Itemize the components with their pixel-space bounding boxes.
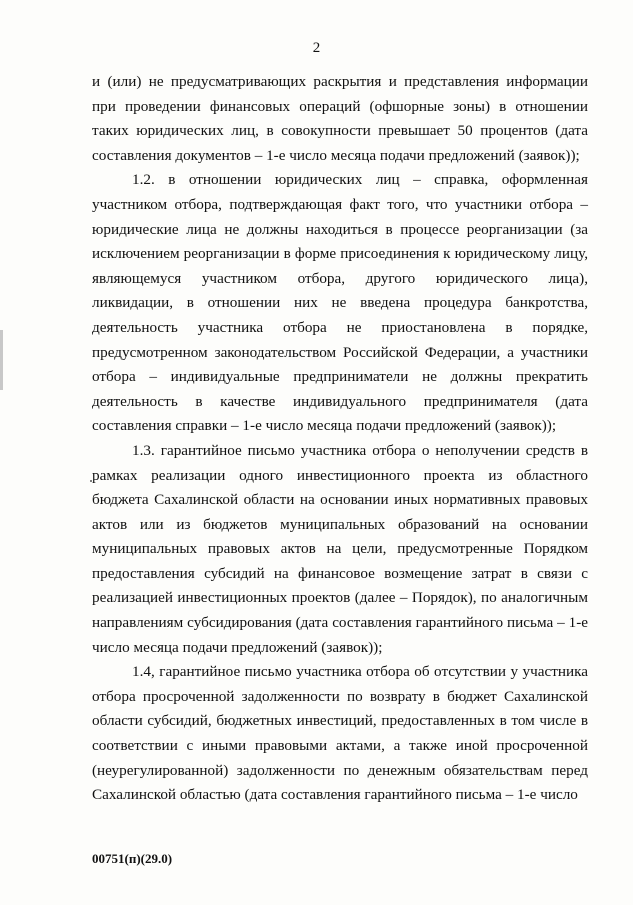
paragraph-continuation: и (или) не предусматривающих раскрытия и представления информации при проведении финансовых операций (офшорные зоны) в отношении таких юридических лиц, в совокупности превышает 50 процентов (дата составления документов – 1-е число месяца подачи предложений (заявок)); <box>92 73 588 164</box>
paragraph-1-3: 1.3. гарантийное письмо участника отбора о неполучении средств в рамках реализации одного инвестиционного проекта из областного бюджета Сахалинской области на основании иных нормативных правовых актов или из бюджетов муниципальных образований на основании муниципальных правовых актов на цели, предусмотренные Порядком предоставления субсидий на финансовое возмещение затрат в связи с реализацией инвестиционных проектов (далее – Порядок), по аналогичным направлениям субсидирования (дата составления гарантийного письма – 1-е число месяца подачи предложений (заявок)); <box>92 441 588 656</box>
scan-artifact <box>0 330 3 390</box>
document-body <box>92 70 588 808</box>
document-footer-code: 00751(п)(29.0) <box>92 851 173 866</box>
paragraph-1-2: 1.2. в отношении юридических лиц – справка, оформленная участником отбора, подтверждающая факт того, что участники отбора – юридические лица не должны находиться в процессе реорганизации (за исключением реорганизации в форме присоединения к юридическому лицу, являющемуся участником отбора, другого юридического лица), ликвидации, в отношении них не введена процедура банкротства, деятельность участника отбора не приостановлена в порядке, предусмотренном законодательством Российской Федерации, а участники отбора – индивидуальные предприниматели не должны прекратить деятельность в качестве индивидуального предпринимателя (дата составления справки – 1-е число месяца подачи предложений (заявок)); <box>92 171 588 435</box>
paragraph-1-4: 1.4, гарантийное письмо участника отбора об отсутствии у участника отбора просроченной задолженности по возврату в бюджет Сахалинской области субсидий, бюджетных инвестиций, предоставленных в том числе в соответствии с иными правовыми актами, а также иной просроченной (неурегулированной) задолженности по денежным обязательствам перед Сахалинской областью (дата составления гарантийного письма – 1-е число <box>92 663 588 804</box>
page-number: 2 <box>312 40 321 56</box>
